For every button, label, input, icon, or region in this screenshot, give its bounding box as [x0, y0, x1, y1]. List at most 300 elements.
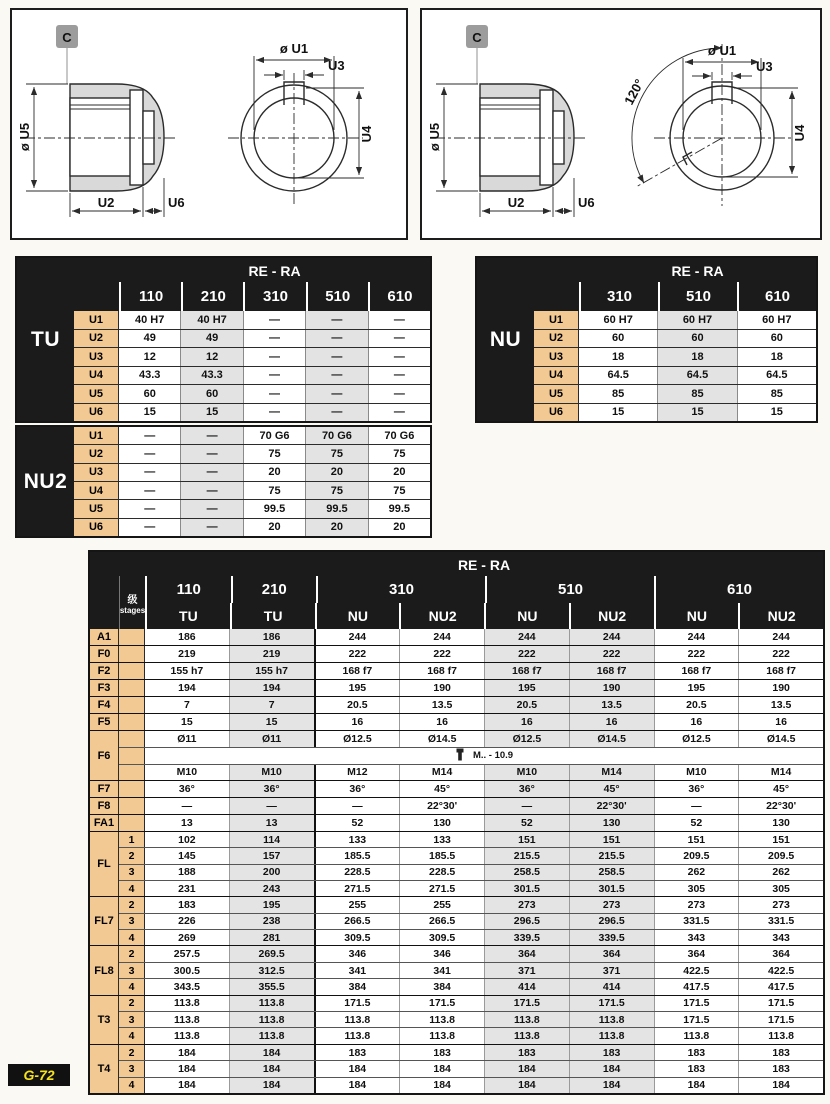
table-cell: 113.8 [569, 1028, 654, 1043]
table-cell: 130 [399, 815, 484, 831]
table-cell: 99.5 [243, 500, 305, 517]
stage-cell: 4 [119, 881, 145, 896]
table-cell: 70 G6 [368, 427, 430, 444]
table-cell: 364 [738, 946, 823, 961]
table-cell: 113.8 [314, 1012, 400, 1027]
table-cell: 75 [243, 445, 305, 462]
table-cell: 113.8 [484, 1012, 569, 1027]
stage-cell [119, 765, 145, 780]
row-group-rows [119, 1045, 823, 1093]
table-cell: Ø11 [177, 733, 197, 746]
table-row [74, 403, 430, 422]
table-cell: 75 [368, 482, 430, 499]
stage-cell [119, 680, 145, 696]
table-cell: — [180, 500, 242, 517]
column-header: 310 [579, 282, 658, 311]
table-cell: 243 [229, 881, 314, 896]
stages-header-cn: 级 [127, 594, 138, 606]
table-cell: 18 [612, 350, 625, 363]
table-row [119, 714, 823, 730]
dim-u5 [427, 84, 478, 191]
table-cell: 184 [229, 1061, 314, 1076]
table-row [74, 427, 430, 444]
table-cell: 188 [178, 866, 196, 879]
table-cell: 85 [612, 387, 625, 400]
row-group-rows [119, 697, 823, 713]
table-row [119, 815, 823, 831]
table-cell: 43.3 [138, 369, 161, 382]
table-cell: 40 H7 [180, 311, 242, 329]
table-cell: 113.8 [399, 1012, 484, 1027]
dim-u4-label: U4 [792, 124, 807, 142]
table-cell: 49 [143, 332, 156, 345]
table-cell: 186 [178, 631, 196, 644]
table-cell: 258.5 [484, 865, 569, 880]
table-cell: 222 [654, 646, 739, 662]
table-cell: 231 [178, 882, 196, 895]
table-cell: 16 [738, 714, 823, 730]
row-group-label: T3 [90, 996, 119, 1044]
table-cell: 296.5 [569, 914, 654, 929]
table-cell: 133 [314, 832, 400, 847]
table-row [119, 680, 823, 696]
table-cell: 113.8 [174, 997, 200, 1010]
table-cell: 255 [314, 897, 400, 912]
table-row [534, 311, 816, 329]
table-cell: 49 [180, 330, 242, 348]
table-cell: 171.5 [484, 996, 569, 1011]
table-cell: 269.5 [229, 946, 314, 961]
stage-cell: 3 [119, 914, 145, 929]
table-cell: — [243, 348, 305, 366]
table-cell: 130 [569, 815, 654, 831]
table-cell: 384 [399, 979, 484, 994]
table-cell: 222 [314, 646, 400, 662]
header-spacer [534, 282, 579, 311]
table-row [119, 847, 823, 863]
table-row [119, 1045, 823, 1060]
table-cell: 20 [305, 519, 367, 536]
row-label: U3 [74, 348, 119, 366]
dim-u6-label: U6 [578, 195, 595, 210]
table-cell: 75 [305, 445, 367, 462]
table-cell: 157 [229, 848, 314, 863]
table-cell: 346 [399, 946, 484, 961]
column-header: 610 [737, 282, 816, 311]
table-cell: Ø14.5 [399, 731, 484, 746]
table-cell: 151 [484, 832, 569, 847]
table-cell: 273 [654, 897, 739, 912]
row-label: U4 [74, 367, 119, 385]
table-cell: 271.5 [399, 881, 484, 896]
table-cell: 244 [484, 629, 569, 645]
table-cell: 414 [569, 979, 654, 994]
table-cell: 414 [484, 979, 569, 994]
table-cell: 85 [737, 385, 816, 403]
table-cell: 64.5 [737, 367, 816, 385]
table-cell: 171.5 [654, 996, 739, 1011]
table-cell: — [180, 482, 242, 499]
row-group-label: F5 [90, 714, 119, 730]
table-cell: M10 [176, 766, 198, 779]
model-label: TU [17, 258, 74, 421]
table-cell: 339.5 [569, 930, 654, 945]
table-cell: 36° [314, 781, 400, 797]
table-row [119, 747, 823, 764]
table-cell: 151 [569, 832, 654, 847]
stage-cell [119, 731, 145, 746]
row-label: U1 [534, 311, 579, 329]
stage-cell [119, 781, 145, 797]
table-cell: M14 [399, 765, 484, 780]
row-group-rows [119, 663, 823, 679]
table-cell: 183 [178, 898, 196, 911]
table-cell: 13.5 [738, 697, 823, 713]
table-nu [475, 256, 818, 423]
table-cell: 195 [229, 897, 314, 912]
row-group [90, 696, 823, 713]
row-group-label: F8 [90, 798, 119, 814]
table-cell: 228.5 [399, 865, 484, 880]
table-cell: 339.5 [484, 930, 569, 945]
table-cell: — [181, 799, 193, 812]
table-cell: 60 [180, 385, 242, 403]
table-cell: — [305, 348, 367, 366]
table-cell: 209.5 [654, 848, 739, 863]
table-cell: 36° [229, 781, 314, 797]
table-cell: 45° [738, 781, 823, 797]
table-cell: 171.5 [569, 996, 654, 1011]
table-cell: 184 [738, 1078, 823, 1093]
table-cell: 183 [314, 1045, 400, 1060]
table-cell: 52 [654, 815, 739, 831]
table-cell: 184 [178, 1046, 196, 1059]
row-label: U3 [74, 464, 119, 481]
table-cell: 417.5 [654, 979, 739, 994]
column-header-row [534, 282, 816, 311]
table-row [119, 764, 823, 780]
table-cell: 102 [178, 833, 196, 846]
table-cell: 45° [569, 781, 654, 797]
row-group-label: A1 [90, 629, 119, 645]
row-group-rows [119, 680, 823, 696]
stage-cell [119, 714, 145, 730]
dimension-drawing-double-keyway [420, 8, 822, 240]
table-row [119, 897, 823, 912]
table-cell: 219 [229, 646, 314, 662]
table-row [534, 329, 816, 348]
table-cell: 343.5 [173, 980, 201, 993]
table-cell: — [484, 798, 569, 814]
model-header: NU [315, 603, 400, 629]
table-cell: 151 [738, 832, 823, 847]
row-group-rows [119, 629, 823, 645]
table-cell: — [144, 429, 156, 442]
stage-cell: 2 [119, 848, 145, 863]
table-row [74, 384, 430, 403]
table-cell: 15 [612, 406, 625, 419]
row-group-label: FA1 [90, 815, 119, 831]
stage-cell: 2 [119, 946, 145, 961]
table-row [119, 781, 823, 797]
table-cell: 190 [569, 680, 654, 696]
row-label: U1 [74, 427, 119, 444]
table-cell: 40 H7 [135, 313, 165, 326]
row-group-label: FL8 [90, 946, 119, 994]
row-group-rows [119, 996, 823, 1044]
group-header: 310 [316, 576, 485, 603]
table-cell: 273 [569, 897, 654, 912]
table-row [534, 366, 816, 385]
table-cell: 346 [314, 946, 400, 961]
row-group [90, 713, 823, 730]
table-cell: 168 f7 [399, 663, 484, 679]
table-row [74, 444, 430, 462]
table-cell: — [144, 484, 156, 497]
table-cell: 113.8 [738, 1028, 823, 1043]
table-row [119, 946, 823, 961]
table-cell: 422.5 [654, 963, 739, 978]
table-cell: 22°30' [569, 798, 654, 814]
table-cell: 312.5 [229, 963, 314, 978]
row-label: U6 [74, 519, 119, 536]
table-cell: 190 [399, 680, 484, 696]
table-row [119, 864, 823, 880]
table-cell: — [180, 427, 242, 444]
model-header-row [90, 603, 823, 629]
table-cell: 16 [569, 714, 654, 730]
stage-cell: 2 [119, 1045, 145, 1060]
table-cell: 145 [178, 849, 196, 862]
row-label: U2 [534, 330, 579, 348]
table-cell: 194 [178, 682, 196, 695]
dim-u6-label: U6 [168, 195, 185, 210]
table-cell: 13 [181, 816, 193, 829]
table-cell: 364 [569, 946, 654, 961]
table-cell: 238 [229, 914, 314, 929]
table-cell: 384 [314, 979, 400, 994]
table-cell: 244 [569, 629, 654, 645]
table-row [119, 913, 823, 929]
table-cell: 52 [484, 815, 569, 831]
angle-label: 120° [621, 76, 647, 108]
row-label: U3 [534, 348, 579, 366]
table-cell: 215.5 [484, 848, 569, 863]
stage-cell: 4 [119, 979, 145, 994]
table-cell: 7 [229, 697, 314, 713]
table-cell: 257.5 [173, 948, 201, 961]
table-cell: 155 h7 [170, 665, 204, 678]
table-cell: 85 [657, 385, 736, 403]
table-cell: 183 [738, 1045, 823, 1060]
row-group-label: T4 [90, 1045, 119, 1093]
row-label: U5 [74, 500, 119, 517]
table-cell: 222 [484, 646, 569, 662]
table-cell: 183 [484, 1045, 569, 1060]
dim-u2-label: U2 [97, 195, 115, 210]
table-cell: 99.5 [368, 500, 430, 517]
row-label: U6 [74, 404, 119, 422]
table-cell: 99.5 [305, 500, 367, 517]
table-cell: 183 [654, 1061, 739, 1076]
table-cell: 183 [569, 1045, 654, 1060]
table-cell: 262 [738, 865, 823, 880]
table-row [74, 481, 430, 499]
table-cell: M12 [314, 765, 400, 780]
table-cell: 186 [229, 629, 314, 645]
table-cell: 75 [368, 445, 430, 462]
table-cell: — [368, 348, 430, 366]
table-cell: — [314, 798, 400, 814]
table-cell: 171.5 [314, 996, 400, 1011]
table-cell: 114 [229, 832, 314, 847]
column-header: 610 [368, 282, 430, 311]
table-cell: 271.5 [314, 881, 400, 896]
table-cell: 12 [180, 348, 242, 366]
table-cell: 244 [654, 629, 739, 645]
row-group [90, 814, 823, 831]
table-cell: — [305, 330, 367, 348]
table-cell: 113.8 [314, 1028, 400, 1043]
table-cell: 183 [399, 1045, 484, 1060]
table-cell: Ø12.5 [314, 731, 400, 746]
table-row [119, 798, 823, 814]
table-cell: 262 [654, 865, 739, 880]
group-header: 610 [654, 576, 823, 603]
stage-cell: 2 [119, 996, 145, 1011]
column-header: 310 [243, 282, 305, 311]
table-cell: — [305, 404, 367, 422]
table-cell: — [144, 502, 156, 515]
column-header: 510 [306, 282, 368, 311]
table-cell: 305 [654, 881, 739, 896]
table-cell: — [144, 521, 156, 534]
table-cell: — [305, 367, 367, 385]
stage-cell [119, 697, 145, 713]
table-cell: 215.5 [569, 848, 654, 863]
table-cell: 273 [484, 897, 569, 912]
table-cell: 244 [738, 629, 823, 645]
table-cell: 269 [178, 931, 196, 944]
table-cell: 364 [654, 946, 739, 961]
table-cell: 244 [314, 629, 400, 645]
table-cell: 20 [243, 464, 305, 481]
table-cell: 219 [178, 648, 196, 661]
row-label: U1 [74, 311, 119, 329]
table-cell: Ø12.5 [484, 731, 569, 746]
table-rows [74, 311, 430, 421]
table-cell: 133 [399, 832, 484, 847]
table-cell: 20 [368, 464, 430, 481]
table-cell: — [180, 519, 242, 536]
table-row [534, 403, 816, 422]
table-row [119, 663, 823, 679]
table-cell: 75 [243, 482, 305, 499]
table-row [119, 731, 823, 746]
row-label: U6 [534, 404, 579, 422]
stage-cell [119, 663, 145, 679]
page-number-badge: G-72 [8, 1064, 70, 1086]
table-cell: 226 [178, 915, 196, 928]
row-group-rows [119, 798, 823, 814]
stage-cell: 3 [119, 1012, 145, 1027]
row-label: U5 [534, 385, 579, 403]
table-cell: 371 [569, 963, 654, 978]
table-cell: 113.8 [174, 1030, 200, 1043]
table-cell: 60 [612, 332, 625, 345]
table-body [90, 629, 823, 1093]
row-label: U4 [74, 482, 119, 499]
table-cell: 36° [654, 781, 739, 797]
table-cell: 168 f7 [314, 663, 400, 679]
table-body [534, 258, 816, 421]
section-ref-callout [56, 25, 78, 84]
table-cell: 341 [314, 963, 400, 978]
table-row [74, 366, 430, 385]
table-cell: 190 [738, 680, 823, 696]
table-cell: 171.5 [654, 1012, 739, 1027]
table-cell: — [144, 466, 156, 479]
table-cell: — [243, 330, 305, 348]
table-cell: 171.5 [738, 1012, 823, 1027]
table-cell: 113.8 [174, 1013, 200, 1026]
table-cell: 22°30' [399, 798, 484, 814]
table-cell: 13.5 [569, 697, 654, 713]
row-group [90, 662, 823, 679]
table-cell: 228.5 [314, 865, 400, 880]
table-cell: 113.8 [654, 1028, 739, 1043]
table-cell: 422.5 [738, 963, 823, 978]
table-cell: 70 G6 [243, 427, 305, 444]
group-header: 510 [485, 576, 654, 603]
stage-cell: 1 [119, 832, 145, 847]
column-header: 110 [119, 282, 181, 311]
table-row [119, 978, 823, 994]
table-cell: 185.5 [399, 848, 484, 863]
table-cell: 15 [657, 404, 736, 422]
table-cell: — [180, 445, 242, 462]
table-cell: 184 [484, 1061, 569, 1076]
table-cell: — [368, 385, 430, 403]
row-group-rows [119, 946, 823, 994]
dim-u1-label: ø U1 [279, 41, 309, 56]
table-cell: 113.8 [229, 996, 314, 1011]
table-cell: Ø11 [229, 731, 314, 746]
table-cell: 309.5 [314, 930, 400, 945]
table-row [74, 518, 430, 536]
table-cell: 195 [484, 680, 569, 696]
table-cell: 343 [738, 930, 823, 945]
table-cell: 222 [399, 646, 484, 662]
row-group-label: FL7 [90, 897, 119, 945]
table-cell: 168 f7 [569, 663, 654, 679]
row-group-label: F4 [90, 697, 119, 713]
bolt-class-note [145, 748, 823, 764]
table-cell: — [243, 367, 305, 385]
table-cell: M14 [569, 765, 654, 780]
table-cell: 184 [399, 1061, 484, 1076]
table-cell: — [368, 330, 430, 348]
dim-u5 [17, 84, 68, 191]
table-cell: 222 [738, 646, 823, 662]
table-cell: 60 [657, 330, 736, 348]
model-header: NU2 [569, 603, 654, 629]
row-group [90, 629, 823, 645]
stage-cell: 4 [119, 1078, 145, 1093]
table-cell: M10 [654, 765, 739, 780]
stage-cell [119, 798, 145, 814]
table-cell: — [368, 367, 430, 385]
